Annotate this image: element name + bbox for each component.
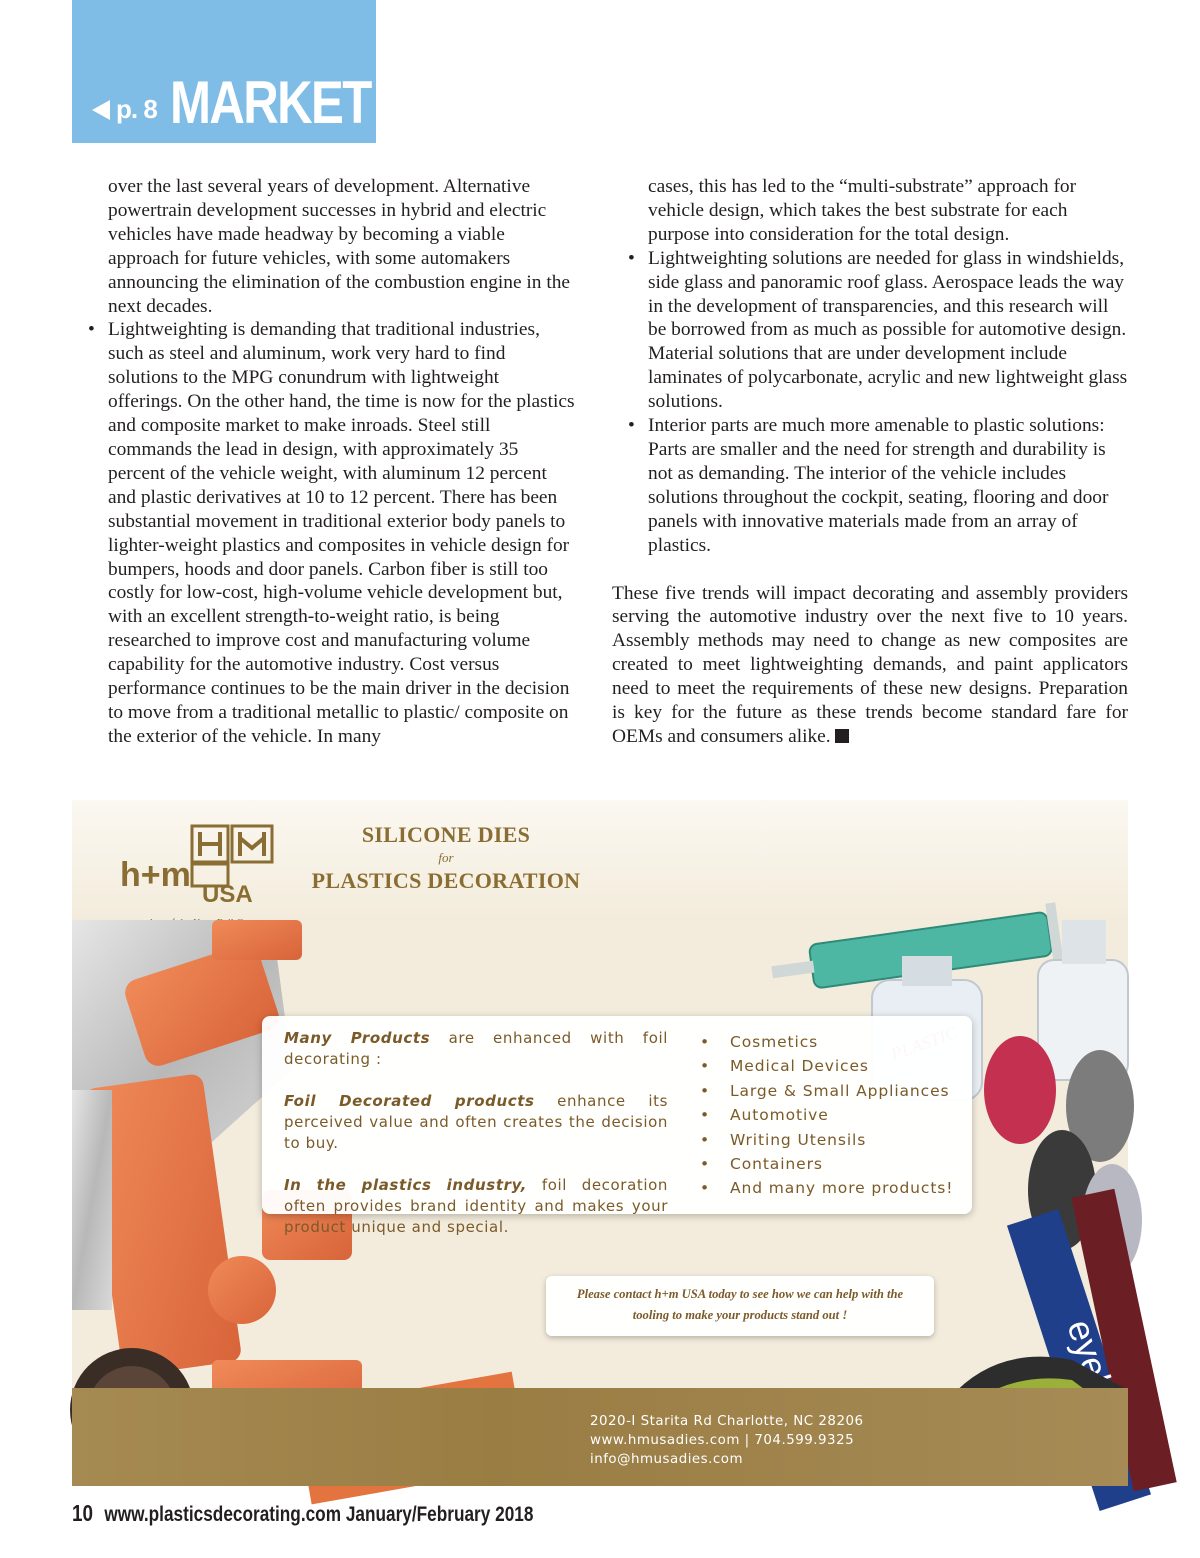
bullet-text: Interior parts are much more amenable to plastic solutions: Parts are smaller and the need for strength and durability is not as demanding. The interior of the vehicle includes solutions throughout the cockpit, seating, flooring and door panels with innovative materials made from an array of plastics. (648, 415, 1109, 556)
closing-text: These five trends will impact decorating and assembly providers serving the automotive industry over the next five to 10 years. Assembly methods may need to change as new composites are created to meet lightweighting demands, and paint applicators need to meet the requirements of these new designs. Preparation is key for the future as these trends become standard fare for OEMs and consumers alike. (612, 582, 1128, 747)
street-address: 2020-I Starita Rd Charlotte, NC 28206 (590, 1414, 864, 1429)
headline-line-1: SILICONE DIES (361, 822, 531, 847)
end-of-article-mark (835, 729, 849, 743)
paragraph: cases, this has led to the “multi-substrate” approach for vehicle design, which takes the best substrate for each purpose into consideration for the total design. (648, 176, 1077, 245)
market-item: • And many more products! (700, 1176, 960, 1200)
bullet-glyph: • (628, 415, 635, 437)
ad-paragraph (284, 1091, 668, 1154)
back-arrow-icon[interactable] (92, 100, 110, 120)
page-number: 10 (72, 1500, 93, 1526)
hm-logo-icon (120, 822, 280, 908)
page-reference[interactable]: p. 8 (116, 94, 157, 124)
ad-paragraph (284, 1028, 668, 1070)
ad-contact-info (590, 1412, 864, 1469)
market-item: • Automotive (700, 1103, 960, 1127)
email-address[interactable]: info@hmusadies.com (590, 1452, 743, 1467)
ad-headline (306, 822, 586, 894)
contact-line: tooling to make your products stand out ! (632, 1308, 848, 1322)
website-phone[interactable]: www.hmusadies.com | 704.599.9325 (590, 1433, 855, 1448)
hm-usa-advertisement[interactable] (72, 800, 1128, 1486)
market-item: • Medical Devices (700, 1054, 960, 1078)
bullet-item (88, 318, 578, 748)
footer-issue: January/February 2018 (345, 1503, 534, 1526)
bullet-glyph: • (628, 247, 635, 269)
ad-description (284, 1028, 668, 1259)
ad-emphasis: In the plastics industry, (284, 1176, 528, 1194)
article-column-left (88, 175, 578, 749)
section-title: MARKET (170, 69, 371, 136)
bullet-item (612, 247, 1128, 414)
ad-text: enhance its perceived value and often creates the decision to buy. (284, 1092, 668, 1152)
markets-list (700, 1030, 960, 1201)
bullet-text: Lightweighting is demanding that traditional industries, such as steel and aluminum, work very hard to find solutions to the MPG conundrum with lightweight offerings. On the other hand, the time is now for the plastics and composite market to make inroads. Steel still commands the lead in design, with approximately 35 percent of the vehicle weight, with aluminum 12 percent and plastic derivatives at 10 to 12 percent. There has been substantial movement in traditional exterior body panels to lighter-weight plastics and composites in vehicle design for bumpers, hoods and door panels. Carbon fiber is still too costly for low-cost, high-volume vehicle development but, with an excellent strength-to-weight ratio, is being researched to improve cost and manufacturing volume capability for the automotive industry. Cost versus performance continues to be the main driver in the decision to move from a traditional metallic to plastic/ composite on the exterior of the vehicle. In many (108, 319, 575, 747)
bullet-glyph: • (88, 319, 95, 341)
ad-paragraph (284, 1175, 668, 1238)
market-item: • Large & Small Appliances (700, 1079, 960, 1103)
bullet-text: Lightweighting solutions are needed for glass in windshields, side glass and panoramic roof glass. Aerospace leads the way in the development of transparencies, and this research will be borrowed from as much as possible for automotive design. Material solutions that are under development include laminates of polycarbonate, acrylic and new lightweight glass solutions. (648, 247, 1128, 413)
article-column-right (612, 175, 1128, 749)
section-header-tab (72, 0, 376, 143)
page-footer (72, 1500, 533, 1527)
contact-callout (546, 1276, 934, 1336)
ad-text: foil decoration often provides brand identity and makes your product unique and special. (284, 1176, 668, 1236)
closing-paragraph (612, 582, 1128, 749)
headline-line-2: PLASTICS DECORATION (311, 868, 581, 893)
logo-text: h+m (120, 856, 191, 894)
footer-site[interactable]: www.plasticsdecorating.com (104, 1503, 342, 1526)
ad-info-card (262, 1016, 972, 1236)
ad-text: are enhanced with foil decorating : (284, 1029, 669, 1068)
market-item: • Cosmetics (700, 1030, 960, 1054)
market-item: • Containers (700, 1152, 960, 1176)
ad-emphasis: Many Products (284, 1029, 431, 1047)
ad-emphasis: Foil Decorated products (284, 1092, 535, 1110)
market-item: • Writing Utensils (700, 1128, 960, 1152)
logo-usa: USA (202, 881, 253, 908)
contact-line: Please contact h+m USA today to see how we can help with the (576, 1287, 904, 1301)
paragraph: over the last several years of development. Alternative powertrain development successes in hybrid and electric vehicles have made headway by becoming a viable approach for future vehicles, with some automakers announcing the elimination of the combustion engine in the next decades. (108, 176, 571, 317)
headline-for: for (438, 850, 454, 865)
bullet-item (612, 414, 1128, 557)
